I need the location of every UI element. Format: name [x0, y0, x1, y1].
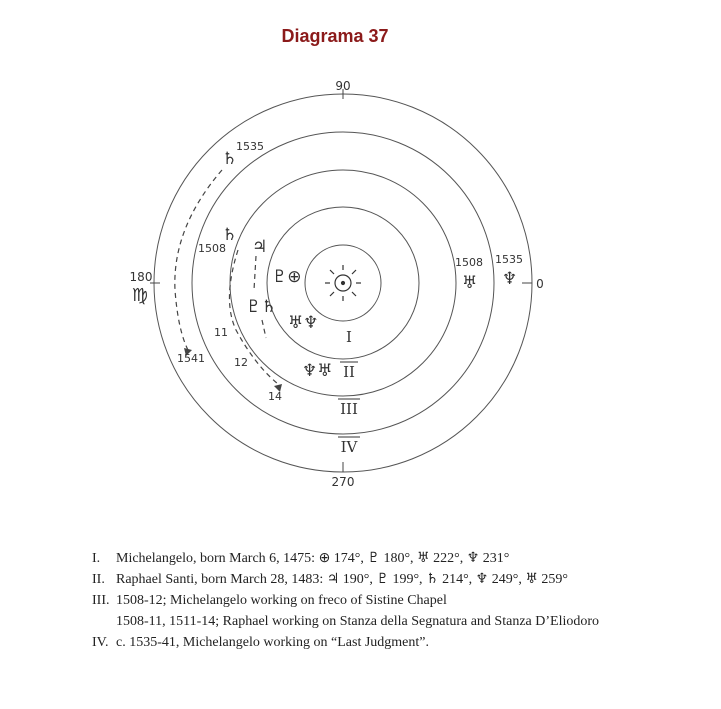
legend-num: [92, 611, 116, 632]
ring-II-label: II: [343, 363, 355, 381]
year-11-label: 11: [214, 326, 228, 339]
legend-text: 1508-12; Michelangelo working on freco of Sistine Chapel: [116, 593, 447, 608]
legend-text: c. 1535-41, Michelangelo working on “Last Judgment”.: [116, 635, 429, 650]
virgo-sign: ♍: [131, 285, 149, 306]
legend: [92, 548, 712, 653]
ring-IV-label: IV: [340, 438, 358, 456]
legend-num: I.: [92, 551, 101, 566]
legend-num: IV.: [92, 635, 109, 650]
label-1535-right: 1535: [495, 253, 523, 266]
legend-row: [92, 632, 712, 653]
ring-III-label: III: [340, 400, 358, 418]
legend-row: [92, 590, 712, 611]
year-14-label: 14: [268, 390, 282, 403]
legend-num: III.: [92, 593, 110, 608]
arc-saturn-1508: [262, 320, 266, 338]
sun-icon: [325, 265, 361, 301]
diagram-title: Diagrama 37: [281, 26, 389, 46]
axis-label-270: 270: [331, 475, 355, 489]
arc-1535-1541: [175, 170, 222, 350]
year-12-label: 12: [234, 356, 248, 369]
saturn-1535-label: 1535: [236, 140, 264, 153]
axis-label-0: 0: [536, 277, 544, 291]
axis-label-90: 90: [335, 79, 351, 93]
pluto-saturn-icon: ♇♄: [246, 297, 277, 317]
axis-label-180: 180: [129, 270, 153, 284]
jupiter-icon: ♃: [252, 237, 268, 257]
legend-text: Raphael Santi, born March 28, 1483: ♃ 190°, ♇ 199°, ♄ 214°, ♆ 249°, ♅ 259°: [116, 572, 568, 587]
legend-row: [92, 548, 712, 569]
saturn-1508-icon: ♄: [222, 225, 238, 245]
legend-text: Michelangelo, born March 6, 1475: ⊕ 174°, ♇ 180°, ♅ 222°, ♆ 231°: [116, 551, 510, 566]
uranus-neptune-I-icon: ♅♆: [288, 313, 319, 333]
legend-row: [92, 611, 712, 632]
legend-num: II.: [92, 572, 105, 587]
arc-jupiter-pluto: [254, 256, 256, 290]
saturn-1535-icon: ♄: [222, 149, 238, 169]
legend-row: [92, 569, 712, 590]
neptune-uranus-II-icon: ♆♅: [302, 361, 333, 381]
legend-text: 1508-11, 1511-14; Raphael working on Stanza della Segnatura and Stanza D’Eliodoro: [116, 614, 600, 629]
ring-I-label: I: [346, 328, 352, 346]
uranus-right-icon: ♅: [462, 273, 478, 293]
label-1508-right: 1508: [455, 256, 483, 269]
neptune-right-icon: ♆: [502, 269, 518, 289]
pluto-earth-icon: ♇⊕: [272, 267, 302, 287]
year-1541-label: 1541: [177, 352, 205, 365]
saturn-1508-label: 1508: [198, 242, 226, 255]
